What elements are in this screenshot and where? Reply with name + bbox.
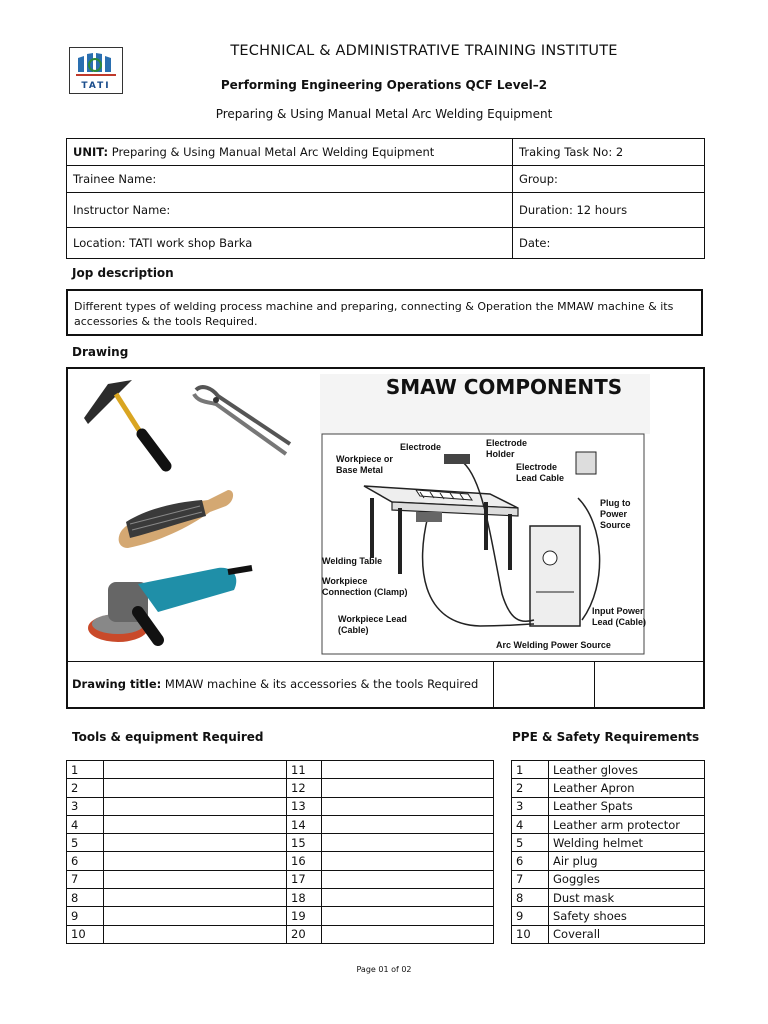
location-cell: Location: TATI work shop Barka	[67, 228, 513, 259]
ppe-item: Leather arm protector	[549, 815, 705, 833]
tools-number-right: 20	[287, 925, 322, 943]
tools-heading: Tools & equipment Required	[72, 730, 264, 744]
ppe-number: 1	[512, 761, 549, 779]
tools-entry-left[interactable]	[104, 852, 287, 870]
tools-number-right: 15	[287, 834, 322, 852]
instructor-cell: Instructor Name:	[67, 193, 513, 228]
ppe-item: Goggles	[549, 870, 705, 888]
ppe-row	[512, 889, 705, 907]
trainee-cell: Trainee Name:	[67, 166, 513, 193]
tools-number-left: 8	[67, 889, 104, 907]
tools-row	[67, 797, 494, 815]
tools-entry-right[interactable]	[322, 834, 494, 852]
smaw-diagram	[320, 374, 650, 658]
ppe-row	[512, 815, 705, 833]
ppe-number: 8	[512, 889, 549, 907]
diagram-title: SMAW COMPONENTS	[385, 375, 623, 399]
label-plug-1: Plug to	[600, 498, 631, 508]
tools-entry-left[interactable]	[104, 761, 287, 779]
tools-entry-right[interactable]	[322, 907, 494, 925]
tools-entry-right[interactable]	[322, 797, 494, 815]
tools-number-left: 5	[67, 834, 104, 852]
ppe-row	[512, 870, 705, 888]
tools-number-left: 6	[67, 852, 104, 870]
tools-number-left: 7	[67, 870, 104, 888]
ppe-number: 5	[512, 834, 549, 852]
tools-entry-right[interactable]	[322, 779, 494, 797]
drawing-title-label: Drawing title:	[72, 677, 162, 691]
label-lead-2: Lead Cable	[516, 473, 565, 483]
duration-cell: Duration: 12 hours	[513, 193, 705, 228]
ppe-row	[512, 797, 705, 815]
tools-number-left: 10	[67, 925, 104, 943]
label-wlead-2: (Cable)	[338, 625, 369, 635]
institute-title: TECHNICAL & ADMINISTRATIVE TRAINING INSTITUTE	[230, 43, 618, 59]
unit-cell	[67, 139, 513, 166]
job-description-box: Different types of welding process machine and preparing, connecting & Operation the MMAW machine & its accessories & the tools Required.	[66, 289, 703, 336]
tools-number-right: 18	[287, 889, 322, 907]
label-input-1: Input Power	[592, 606, 644, 616]
label-clamp-2: Connection (Clamp)	[322, 587, 408, 597]
ppe-number: 7	[512, 870, 549, 888]
tools-entry-left[interactable]	[104, 834, 287, 852]
tools-number-right: 17	[287, 870, 322, 888]
tools-row	[67, 907, 494, 925]
tools-entry-left[interactable]	[104, 797, 287, 815]
tools-entry-right[interactable]	[322, 925, 494, 943]
ppe-number: 10	[512, 925, 549, 943]
label-source: Arc Welding Power Source	[496, 640, 611, 650]
subject-title: Preparing & Using Manual Metal Arc Welding Equipment	[215, 107, 553, 121]
drawing-heading: Drawing	[72, 345, 129, 359]
tools-number-left: 2	[67, 779, 104, 797]
ppe-number: 2	[512, 779, 549, 797]
ppe-row	[512, 852, 705, 870]
ppe-row	[512, 925, 705, 943]
tools-row	[67, 779, 494, 797]
ppe-number: 9	[512, 907, 549, 925]
tools-row	[67, 889, 494, 907]
tools-entry-right[interactable]	[322, 889, 494, 907]
tools-number-left: 3	[67, 797, 104, 815]
label-electrode: Electrode	[400, 442, 442, 452]
tools-row	[67, 852, 494, 870]
drawing-title-row	[66, 661, 705, 709]
tools-row	[67, 815, 494, 833]
drawing-title-text	[72, 677, 478, 691]
tools-entry-left[interactable]	[104, 779, 287, 797]
ppe-number: 6	[512, 852, 549, 870]
label-table: Welding Table	[322, 556, 383, 566]
drawing-title-cell-1	[493, 662, 494, 708]
label-plug-2: Power	[600, 509, 628, 519]
tools-number-left: 9	[67, 907, 104, 925]
tools-entry-left[interactable]	[104, 889, 287, 907]
tools-entry-left[interactable]	[104, 907, 287, 925]
label-input-2: Lead (Cable)	[592, 617, 647, 627]
chipping-hammer-icon	[84, 380, 166, 466]
tools-entry-left[interactable]	[104, 815, 287, 833]
label-workpiece-2: Base Metal	[336, 465, 384, 475]
ppe-item: Leather gloves	[549, 761, 705, 779]
drawing-title-value: MMAW machine & its accessories & the tools Required	[164, 677, 479, 691]
ppe-heading: PPE & Safety Requirements	[512, 730, 700, 744]
tools-number-right: 13	[287, 797, 322, 815]
unit-label: UNIT:	[73, 145, 109, 159]
label-plug-3: Source	[600, 520, 631, 530]
task-cell: Traking Task No: 2	[513, 139, 705, 166]
info-table	[66, 138, 705, 259]
label-holder-1: Electrode	[486, 438, 528, 448]
ppe-table	[511, 760, 705, 944]
tools-number-right: 19	[287, 907, 322, 925]
label-lead-1: Electrode	[516, 462, 558, 472]
tools-number-right: 16	[287, 852, 322, 870]
tools-row	[67, 761, 494, 779]
tools-entry-right[interactable]	[322, 761, 494, 779]
ppe-item: Air plug	[549, 852, 705, 870]
tools-table	[66, 760, 494, 944]
ppe-row	[512, 834, 705, 852]
wire-brush-icon	[119, 490, 233, 548]
tools-entry-right[interactable]	[322, 852, 494, 870]
page-number: Page 01 of 02	[356, 965, 412, 974]
tools-entry-right[interactable]	[322, 815, 494, 833]
tools-row	[67, 870, 494, 888]
angle-grinder-icon	[88, 568, 252, 642]
unit-value: Preparing & Using Manual Metal Arc Welding Equipment	[111, 145, 435, 159]
drawing-title-cell-2	[594, 662, 595, 708]
ppe-item: Coverall	[549, 925, 705, 943]
tools-number-left: 1	[67, 761, 104, 779]
tools-entry-left[interactable]	[104, 870, 287, 888]
tools-number-right: 14	[287, 815, 322, 833]
ppe-item: Leather Apron	[549, 779, 705, 797]
label-wlead-1: Workpiece Lead	[338, 614, 407, 624]
date-cell: Date:	[513, 228, 705, 259]
job-description-heading: Jop description	[72, 266, 174, 280]
ppe-row	[512, 779, 705, 797]
tools-row	[67, 925, 494, 943]
tongs-icon	[194, 387, 290, 454]
tools-illustration	[78, 372, 318, 657]
ppe-item: Safety shoes	[549, 907, 705, 925]
ppe-item: Dust mask	[549, 889, 705, 907]
tools-number-right: 12	[287, 779, 322, 797]
label-holder-2: Holder	[486, 449, 515, 459]
ppe-row	[512, 907, 705, 925]
logo-text: TATI	[81, 81, 111, 91]
tools-number-left: 4	[67, 815, 104, 833]
tools-entry-left[interactable]	[104, 925, 287, 943]
ppe-number: 4	[512, 815, 549, 833]
tools-row	[67, 834, 494, 852]
ppe-number: 3	[512, 797, 549, 815]
label-clamp-1: Workpiece	[322, 576, 368, 586]
tools-entry-right[interactable]	[322, 870, 494, 888]
group-cell: Group:	[513, 166, 705, 193]
course-title: Performing Engineering Operations QCF Level–2	[220, 78, 548, 92]
label-workpiece-1: Workpiece or	[336, 454, 393, 464]
ppe-item: Leather Spats	[549, 797, 705, 815]
tools-number-right: 11	[287, 761, 322, 779]
ppe-row	[512, 761, 705, 779]
ppe-item: Welding helmet	[549, 834, 705, 852]
